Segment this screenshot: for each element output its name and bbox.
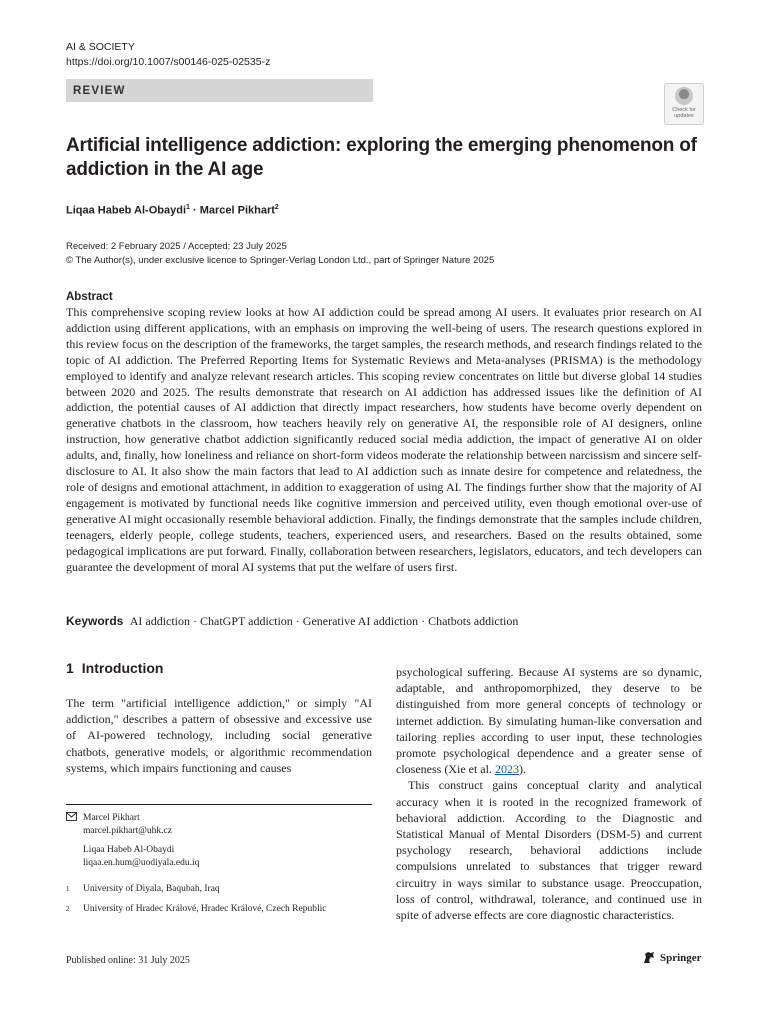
affiliation-1: [66, 883, 372, 896]
envelope-icon: [66, 812, 83, 870]
affiliation-text-1: University of Diyala, Baqubah, Iraq: [83, 884, 220, 894]
corresponding-author-email[interactable]: marcel.pikhart@uhk.cz: [83, 826, 172, 836]
paragraph-text-end: ).: [518, 762, 526, 777]
author-affil-2: 2: [274, 204, 279, 211]
footnote-divider: [66, 804, 372, 805]
author-list: [66, 204, 279, 217]
author-name-1[interactable]: Liqaa Habeb Al-Obaydi: [66, 204, 187, 217]
published-online-date: Published online: 31 July 2025: [66, 955, 190, 966]
badge-line-2: updates: [674, 113, 694, 119]
coauthor-name: Liqaa Habeb Al-Obaydi: [83, 845, 175, 855]
author-affil-1: 1: [186, 204, 190, 211]
keywords-label: Keywords: [66, 614, 124, 628]
doi-link[interactable]: https://doi.org/10.1007/s00146-025-02535-z: [66, 56, 271, 68]
journal-name: AI & SOCIETY: [66, 41, 135, 53]
intro-right-column: [396, 664, 702, 923]
badge-text: [665, 107, 703, 119]
keywords-line: [66, 614, 518, 629]
affiliation-number-2: 2: [66, 905, 70, 913]
section-label: REVIEW: [73, 84, 126, 97]
affiliation-text-2: University of Hradec Králové, Hradec Králové, Czech Republic: [83, 904, 327, 914]
springer-logo: [642, 951, 702, 964]
springer-horse-icon: [642, 951, 656, 964]
corresponding-author-row: [66, 812, 372, 870]
badge-line-1: Check for: [672, 107, 696, 113]
paragraph-text: psychological suffering. Because AI systems are so dynamic, adaptable, and anthropomorphized, they deserve to be distinguished from more general concepts of technology or internet addiction. By simulating human-like conversation and tailoring replies according to user input, these technologies promote psychological dependence and a greater sense of closeness (Xie et al.: [396, 665, 702, 777]
abstract-text: This comprehensive scoping review looks at how AI addiction could be spread among AI users. It evaluates prior research on AI addiction using different applications, with an emphasis on improving the well-being of users. The research questions explored in this review focus on the description of the frameworks, the target samples, the research methods, and research findings related to the topic of AI addiction. The Preferred Reporting Items for Systematic Reviews and Meta-analyses (PRISMA) is the methodology employed to identify and analyze relevant research articles. This scoping review concentrates on little but diverse global 14 studies between 2020 and 2025. The results demonstrate that research on AI addiction has addressed issues like the definition of AI addiction, the potential causes of AI addiction that directly impact researchers, how students have become overly dependent on generative chatbots in the classroom, how teachers heavily rely on generative AI, the responsible role of AI designers, online instruction, how generative chatbot addiction significantly reduced social media addiction, the impact of generative AI on older adults, and, finally, how loneliness and reliance on short-form videos moderate the relationship between narcissism and sincere self-disclosure to AI. It also show the main factors that lead to AI addiction such as innate desire for competence and relatedness, the role of designs and emotional attachment, in addition to exaggeration of using AI. The findings further show that the majority of AI engagement is motivated by functional needs like cognitive immersion and perceived utility, even though emotional over-use of generative AI might occasionally resemble behavioral addiction. Finally, the findings demonstrate that the samples include children, teenagers, elderly people, college students, teachers, experienced users, and researchers. Based on the results obtained, some pedagogical implications are put forward. Finally, collaboration between researchers, legislators, educators, and tech developers can guarantee the development of moral AI systems that put the welfare of users first.: [66, 305, 702, 574]
citation-link[interactable]: 2023: [494, 762, 519, 777]
author-separator: ·: [189, 204, 200, 217]
received-accepted-dates: Received: 2 February 2025 / Accepted: 23 July 2025: [66, 241, 287, 252]
corresponding-author-block: [66, 812, 372, 870]
copyright-notice: © The Author(s), under exclusive licence to Springer-Verlag London Ltd., part of Springer Nature 2025: [66, 255, 495, 266]
article-title: Artificial intelligence addiction: exploring the emerging phenomenon of addiction in the AI age: [66, 135, 697, 180]
affiliation-number-1: 1: [66, 885, 70, 893]
coauthor-email[interactable]: liqaa.en.hum@uodiyala.edu.iq: [83, 858, 200, 868]
keywords-list: AI addiction · ChatGPT addiction · Generative AI addiction · Chatbots addiction: [129, 614, 519, 628]
section-heading-introduction: [66, 660, 163, 676]
intro-paragraph-left: The term "artificial intelligence addiction," or simply "AI addiction," describes a pattern of obsessive and excessive use of AI-powered technology, including social generative chatbots, generative models, or algorithmic recommendation systems, which impairs functioning and causes: [66, 696, 372, 775]
section-number: 1: [66, 660, 74, 676]
intro-paragraph-right-1: [396, 664, 702, 777]
intro-paragraph-right-2: This construct gains conceptual clarity and analytical accuracy when it is rooted in the recognized framework of behavioral addiction. According to the Diagnostic and Statistical Manual of Mental Disorders (DSM-5) and current psychology research, behavioral addictions include compulsions unrelated to substances that trigger reward circuitry in ways similar to substance usage. Preoccupation, loss of control, withdrawal, tolerance, and continued use in spite of adverse effects are core diagnostic characteristics.: [396, 778, 702, 923]
update-circle-icon: [675, 87, 693, 105]
section-title: Introduction: [81, 660, 164, 676]
corresponding-author-name: Marcel Pikhart: [83, 813, 140, 823]
author-name-2[interactable]: Marcel Pikhart: [199, 204, 275, 217]
affiliation-2: [66, 903, 372, 916]
check-for-updates-badge[interactable]: [664, 83, 704, 125]
section-banner: [66, 79, 373, 102]
abstract-heading: Abstract: [66, 291, 113, 303]
publisher-name: Springer: [660, 951, 702, 964]
